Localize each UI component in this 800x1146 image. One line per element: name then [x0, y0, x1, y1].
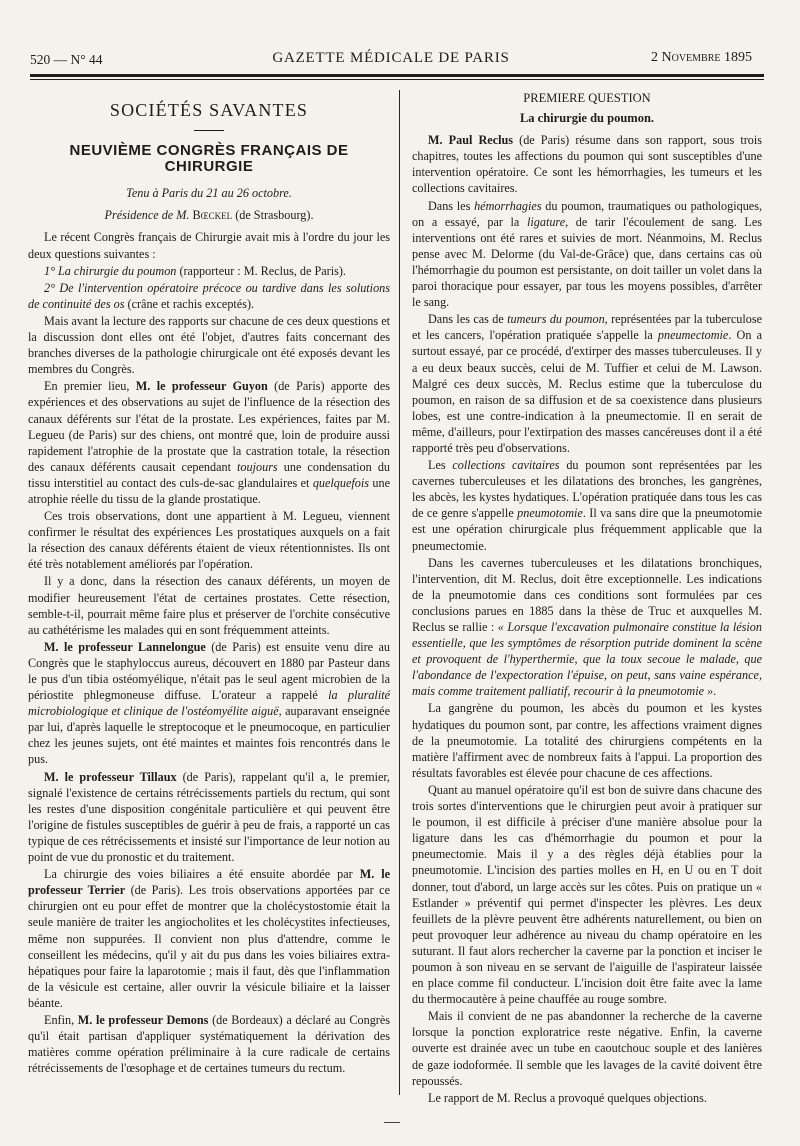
page-header	[30, 46, 752, 68]
lannelongue-name: M. le professeur Lannelongue	[44, 639, 206, 654]
question-1	[28, 263, 390, 279]
tillaux-text: (de Paris), rappelant qu'il a, le premier, signalé l'existence de certains rétrécissements partiels du rectum, qui sont les restes d'une disposition congénitale particulière et qui peuvent être l'origine de fistules susceptibles de guérir à peu de frais, a rapporté un cas typique de ces rétrécissements et insisté sur l'importance de leur notion au point de vue du pronostic et du traitement.	[28, 769, 390, 865]
paragraph-terrier	[28, 866, 390, 1011]
paragraph-cavernes	[412, 555, 762, 700]
tum-lead: Dans les cas de	[428, 312, 508, 327]
paragraph-hemorrhagies	[412, 198, 762, 311]
lannelongue-text-a: (de Paris) est ensuite venu dire au Congrès que le staphyloccus aureus, découvert en 1880 par Pasteur dans le pus d'un tibia ostéomyélique, n'était pas le seul agent microbien de la périostite phlegmoneuse diffuse. L'orateur a rappelé	[28, 639, 390, 703]
tum-pneumectomie: pneumectomie	[657, 328, 729, 343]
guyon-text-b: une condensation du tissu interstitiel au contact des culs-de-sac glandulaires et	[28, 459, 391, 490]
tum-text-b: . On a surtout essayé, par ce procédé, d'extirper des masses tuberculeuses. Il y a eu deux beaux succès, celui de M. Tuffier et celui de M. Lawson. Malgré ces deux succès, M. Reclus estime que la tuberculose du poumon, en raison de sa diffusion et de sa coexistence dans plusieurs lobes, est une contre-indication à la pneumectomie. Il en serait de même, d'ailleurs, pour l'extirpation des masses cancéreuses dont il a été rapporté très peu d'observations.	[412, 328, 762, 455]
paragraph-lannelongue	[28, 639, 390, 768]
hem-text-b: , de tarir l'écoulement de sang. Les interventions ont été rares et suivies de mort. Néanmoins, M. Reclus pense avec M. Delorme (du Val-de-Grâce) que, dans certains cas où l'hémorrhagie du poumon est persistante, on doit tailler un volet dans la paroi thoracique pour essayer, par tous les moyens possibles, d'arrêter le sang.	[412, 214, 763, 310]
question-2-detail: (crâne et rachis exceptés).	[124, 296, 255, 311]
presidency-suffix: (de Strasbourg).	[232, 208, 314, 223]
president-name: Bœckel	[192, 208, 233, 223]
question-1-detail: (rapporteur : M. Reclus, de Paris).	[176, 263, 346, 278]
col-text-a: du poumon sont représentées par les cavernes tuberculeuses et les dilatations des bronches, les gangrènes, les abcès, les kystes hydatiques. L'opération pratiquée dans tous les cas de ce genre s'appelle	[412, 458, 762, 521]
question-2-title: 2° De l'intervention opératoire précoce ou tardive dans les solutions de continuité des os	[28, 280, 390, 311]
lannelongue-text-b: , auparavant enseignée par lui, d'après laquelle le streptocoque et le pneumocoque, en particulier chez les jeunes sujets, ont été maintes et maintes fois rencontrés dans le pus.	[28, 704, 390, 767]
question-2	[28, 280, 390, 312]
question-1-title: 1° La chirurgie du poumon	[44, 263, 177, 278]
column-divider	[399, 90, 400, 1095]
col-pneumotomie: pneumotomie	[517, 506, 583, 521]
guyon-emphasis-2: quelquefois	[312, 475, 370, 490]
tum-text-a: , représentées par la tuberculose et les cancers, l'opération pratiquée s'appelle la	[412, 312, 762, 343]
demons-lead: Enfin,	[44, 1012, 78, 1027]
guyon-text-a: (de Paris) apporte des expériences et des observations au sujet de l'influence de la résection des canaux déférents sur l'état de la prostate. Les expériences, faites par M. Legueu (de Paris) sur des chiens, ont montré que, loin de produire aussi rapidement l'atrophie de la prostate que la castration totale, la résection des canaux déférents causait cependant	[28, 379, 390, 474]
reclus-name: M. Paul Reclus	[428, 133, 514, 148]
hem-emphasis: hémorrhagies	[474, 198, 542, 213]
paragraph-manuel: Quant au manuel opératoire qu'il est bon de suivre dans chacune des trois sortes d'interventions que le chirurgien peut avoir à pratiquer sur le poumon, il est difficile à préciser d'une manière absolue pour la ligature dans les cas d'hémorrhagie du poumon et pour la pneumectomie. Mais il y a des règles déjà établies pour la pneumotomie. L'incision des parties molles en H, en U ou en T doit donner, tout d'abord, un large accès sur les côtes. Puis on pratique un « Estlander » préventif qui permet d'inspecter les plèvres. Les deux feuillets de la plèvre peuvent être adhérents naturellement, ou bien on peut provoquer leur adhérence au niveau du champ opératoire en les suturant. Il faut alors rechercher la caverne par la ponction et inciser le poumon à son niveau en se servant de l'aiguille de l'aspirateur laissée en place comme fil conducteur. L'incision doit être faite avec la lame du thermocautère à peine chauffée au rouge sombre.	[412, 782, 762, 1007]
cav-quote: « Lorsque l'excavation pulmonaire constitue la lésion essentielle, que les symptômes de résorption putride dominent la scène et provoquent de l'hyperthermie, que la toux secoue le malade, que l'abondance de l'expectoration l'épuise, on peut, sans vaine espérance, mais comme traitement palliatif, recourir à la pneumotomie »	[412, 620, 762, 699]
col-text-b: . Il va sans dire que la pneumotomie est une opération chirurgicale plus fréquemment applicable que la pneumectomie.	[412, 506, 762, 553]
terrier-text: (de Paris). Les trois observations apportées par ce chirurgien ont eu pour effet de montrer que la cholécystostomie était la seule manière de traiter les angiocholites et les cholécystites infectieuses, même non suppurées. Il convient non plus d'attendre, comme le conseillent les médecins, qu'il y ait du pus dans les voies biliaires extra-hépatiques pour faire la laparotomie ; mais il faut, dès que l'inflammation de la vésicule est certaine, aller ouvrir la vésicule biliaire et la laisser béante.	[28, 883, 390, 1010]
hem-lead: Dans les	[428, 198, 475, 213]
paragraph-before-reports: Mais avant la lecture des rapports sur chacune de ces deux questions et la discussion dont elles ont été l'objet, d'autres faits concernant des branches diverses de la pathologie chirurgicale ont été exposés devant les membres du Congrès.	[28, 313, 390, 377]
congress-dates: Tenu à Paris du 21 au 26 octobre.	[126, 186, 292, 201]
paragraph-collections	[412, 457, 762, 554]
col-lead: Les	[428, 458, 453, 473]
terrier-name: M. le professeur Terrier	[28, 867, 390, 898]
col-emphasis: collections cavitaires	[452, 458, 560, 473]
title-separator	[194, 130, 224, 131]
presidency	[28, 207, 390, 223]
left-column	[28, 90, 390, 1077]
paragraph-tillaux	[28, 769, 390, 866]
cav-text: Dans les cavernes tuberculeuses et les dilatations bronchiques, l'intervention, dit M. Reclus, doit être exceptionnelle. Les indications de la pneumotomie dans ces conditions sont formulées par ces conclusions parues en 1885 dans la thèse de Truc et auxquelles M. Reclus se rallie :	[412, 555, 762, 634]
terrier-lead: La chirurgie des voies biliaires a été ensuite abordée par	[44, 867, 360, 882]
guyon-name: M. le professeur Guyon	[135, 379, 268, 394]
paragraph-demons	[28, 1012, 390, 1076]
paragraph-reclus	[412, 132, 762, 196]
hem-ligature: ligature	[526, 214, 566, 229]
lannelongue-emphasis: la pluralité microbiologique et clinique de l'ostéomyélite aiguë	[28, 688, 390, 719]
guyon-lead: En premier lieu,	[44, 379, 136, 394]
demons-name: M. le professeur Demons	[77, 1012, 209, 1027]
guyon-text-c: une atrophie réelle du tissu de la glande prostatique.	[28, 475, 390, 506]
paragraph-gangrene: La gangrène du poumon, les abcès du poumon et les kystes hydatiques du poumon sont, par contre, les affections vraiment dignes de la pneumotomie. La totalité des chirurgiens compétents en la matière l'affirment avec de nombreux faits à l'appui. La proportion des résultats favorables est élevée pour chacune de ces affections.	[412, 701, 762, 780]
paragraph-abandon: Mais il convient de ne pas abandonner la recherche de la caverne lorsque la ponction exploratrice reste négative. Enfin, la caverne ouverte est drainée avec un tube en caoutchouc souple et des lanières de gaze iodoformée. Il semble que les lavages de la cavité doivent être repoussés.	[412, 1009, 762, 1088]
tum-emphasis: tumeurs du poumon	[507, 312, 605, 327]
header-rule-thin	[30, 79, 764, 80]
paragraph-guyon	[28, 378, 390, 507]
header-rule-thick	[30, 74, 764, 77]
tillaux-name: M. le professeur Tillaux	[44, 769, 177, 784]
paragraph-tumeurs	[412, 311, 762, 456]
question-heading: PREMIERE QUESTION	[523, 91, 651, 105]
presidency-prefix: Présidence de M.	[104, 208, 193, 223]
paragraph-observations: Ces trois observations, dont une appartient à M. Legueu, viennent confirmer le résultat des expériences Les prostatiques auxquels on a fait la résection des canaux déférents étaient de vieux rétentionnistes. Ils ont été très notablement améliorés par l'opération.	[28, 509, 390, 572]
cav-end: .	[713, 684, 717, 699]
page-number: 520 — N° 44	[30, 52, 103, 67]
hem-text-a: du poumon, traumatiques ou pathologiques, on a essayé, par la	[412, 198, 762, 229]
right-column	[412, 90, 762, 1107]
journal-title: GAZETTE MÉDICALE DE PARIS	[272, 50, 510, 66]
congress-title: NEUVIÈME CONGRÈS FRANÇAIS DE CHIRURGIE	[69, 142, 349, 176]
guyon-emphasis-1: toujours	[237, 459, 278, 474]
reclus-text: (de Paris) résume dans son rapport, sous trois chapitres, toutes les affections du poumon qui sont susceptibles d'une intervention opératoire. Ce sont les hémorrhagies, les tumeurs et les collections cavitaires.	[412, 133, 762, 196]
paragraph-resection: Il y a donc, dans la résection des canaux déférents, un moyen de modifier heureusement l'état de certaines prostates. Cette résection, semble-t-il, pourrait même faire plus et préserver de l'orchite consécutive au cathétérisme les malades qui en sont fréquemment atteints.	[28, 574, 390, 637]
question-subheading: La chirurgie du poumon.	[519, 111, 655, 126]
issue-date: 2 Novembre 1895	[650, 50, 752, 65]
paragraph-objections: Le rapport de M. Reclus a provoqué quelques objections.	[428, 1090, 707, 1105]
intro-paragraph: Le récent Congrès français de Chirurgie avait mis à l'ordre du jour les deux questions suivantes :	[28, 230, 390, 261]
section-title: SOCIÉTÉS SAVANTES	[109, 100, 309, 120]
demons-text: (de Bordeaux) a déclaré au Congrès qu'il était partisan d'appliquer systématiquement la dérivation des matières comme opération préliminaire à la cure radicale de certains rétrécissements de l'œsophage et de certaines tumeurs du rectum.	[28, 1012, 391, 1076]
footer-dash	[384, 1122, 400, 1123]
